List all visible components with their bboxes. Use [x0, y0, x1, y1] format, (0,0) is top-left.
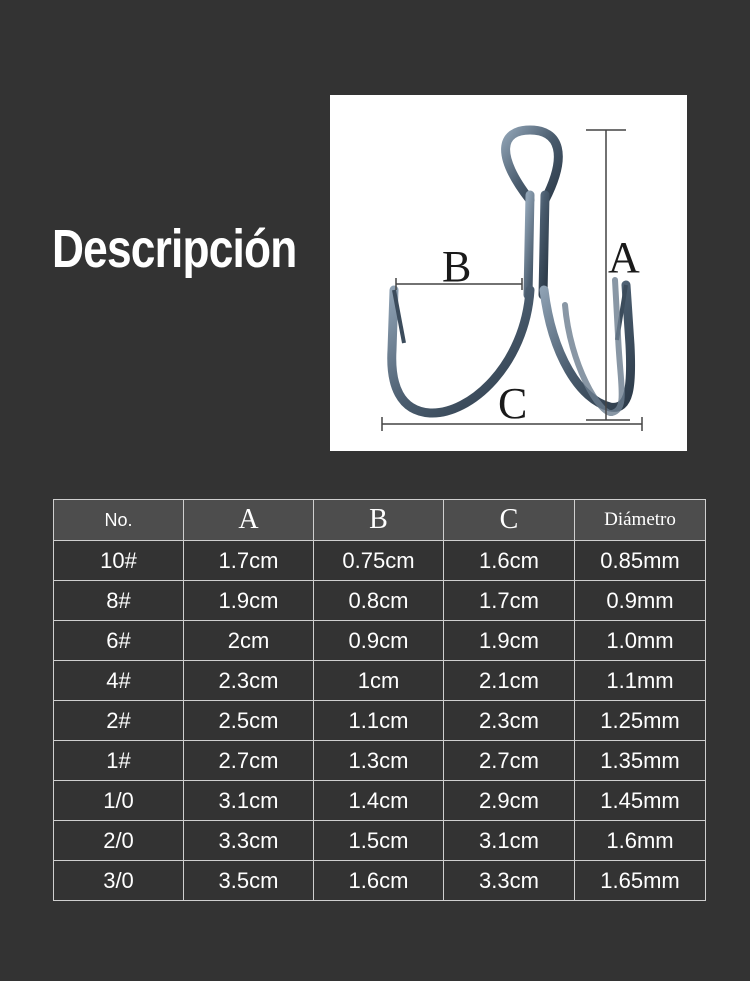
cell-b: 1.1cm: [314, 701, 444, 741]
header-b: B: [314, 500, 444, 541]
table-row: [54, 701, 706, 741]
cell-diameter: 1.25mm: [575, 701, 706, 741]
cell-b: 0.8cm: [314, 581, 444, 621]
cell-b: 1.5cm: [314, 821, 444, 861]
cell-no: 3/0: [54, 861, 184, 901]
header-a: A: [184, 500, 314, 541]
cell-diameter: 1.65mm: [575, 861, 706, 901]
cell-c: 2.1cm: [444, 661, 575, 701]
cell-c: 1.9cm: [444, 621, 575, 661]
hook-illustration: [330, 95, 687, 451]
cell-c: 3.3cm: [444, 861, 575, 901]
cell-b: 0.75cm: [314, 541, 444, 581]
cell-a: 2cm: [184, 621, 314, 661]
label-c: C: [498, 379, 528, 428]
label-b: B: [442, 242, 472, 291]
label-a: A: [608, 233, 640, 282]
cell-no: 2/0: [54, 821, 184, 861]
cell-diameter: 1.35mm: [575, 741, 706, 781]
cell-c: 3.1cm: [444, 821, 575, 861]
cell-a: 2.7cm: [184, 741, 314, 781]
cell-no: 10#: [54, 541, 184, 581]
cell-a: 2.3cm: [184, 661, 314, 701]
cell-b: 1.3cm: [314, 741, 444, 781]
cell-no: 1#: [54, 741, 184, 781]
cell-diameter: 1.1mm: [575, 661, 706, 701]
cell-a: 1.9cm: [184, 581, 314, 621]
cell-c: 2.3cm: [444, 701, 575, 741]
cell-c: 1.6cm: [444, 541, 575, 581]
cell-b: 1.4cm: [314, 781, 444, 821]
cell-a: 2.5cm: [184, 701, 314, 741]
treble-hook-diagram: [330, 95, 687, 451]
table-row: [54, 541, 706, 581]
header-c: C: [444, 500, 575, 541]
cell-diameter: 1.45mm: [575, 781, 706, 821]
table-row: [54, 821, 706, 861]
cell-c: 2.7cm: [444, 741, 575, 781]
cell-b: 0.9cm: [314, 621, 444, 661]
cell-diameter: 1.0mm: [575, 621, 706, 661]
size-table: [53, 499, 706, 901]
table-row: [54, 581, 706, 621]
cell-b: 1.6cm: [314, 861, 444, 901]
table-header-row: [54, 500, 706, 541]
cell-diameter: 1.6mm: [575, 821, 706, 861]
page-title: Descripción: [52, 219, 297, 279]
table-row: [54, 741, 706, 781]
cell-a: 3.5cm: [184, 861, 314, 901]
cell-no: 1/0: [54, 781, 184, 821]
hook-back-arm: [565, 280, 622, 413]
hook-eye: [506, 130, 559, 200]
table-row: [54, 661, 706, 701]
cell-b: 1cm: [314, 661, 444, 701]
cell-a: 1.7cm: [184, 541, 314, 581]
hook-shank: [528, 195, 545, 295]
cell-no: 6#: [54, 621, 184, 661]
cell-c: 2.9cm: [444, 781, 575, 821]
cell-diameter: 0.85mm: [575, 541, 706, 581]
table-row: [54, 621, 706, 661]
header-no: No.: [54, 500, 184, 541]
cell-diameter: 0.9mm: [575, 581, 706, 621]
cell-no: 8#: [54, 581, 184, 621]
cell-a: 3.3cm: [184, 821, 314, 861]
table-row: [54, 781, 706, 821]
table-row: [54, 861, 706, 901]
header-diameter: Diámetro: [575, 500, 706, 541]
cell-no: 4#: [54, 661, 184, 701]
cell-c: 1.7cm: [444, 581, 575, 621]
cell-no: 2#: [54, 701, 184, 741]
cell-a: 3.1cm: [184, 781, 314, 821]
